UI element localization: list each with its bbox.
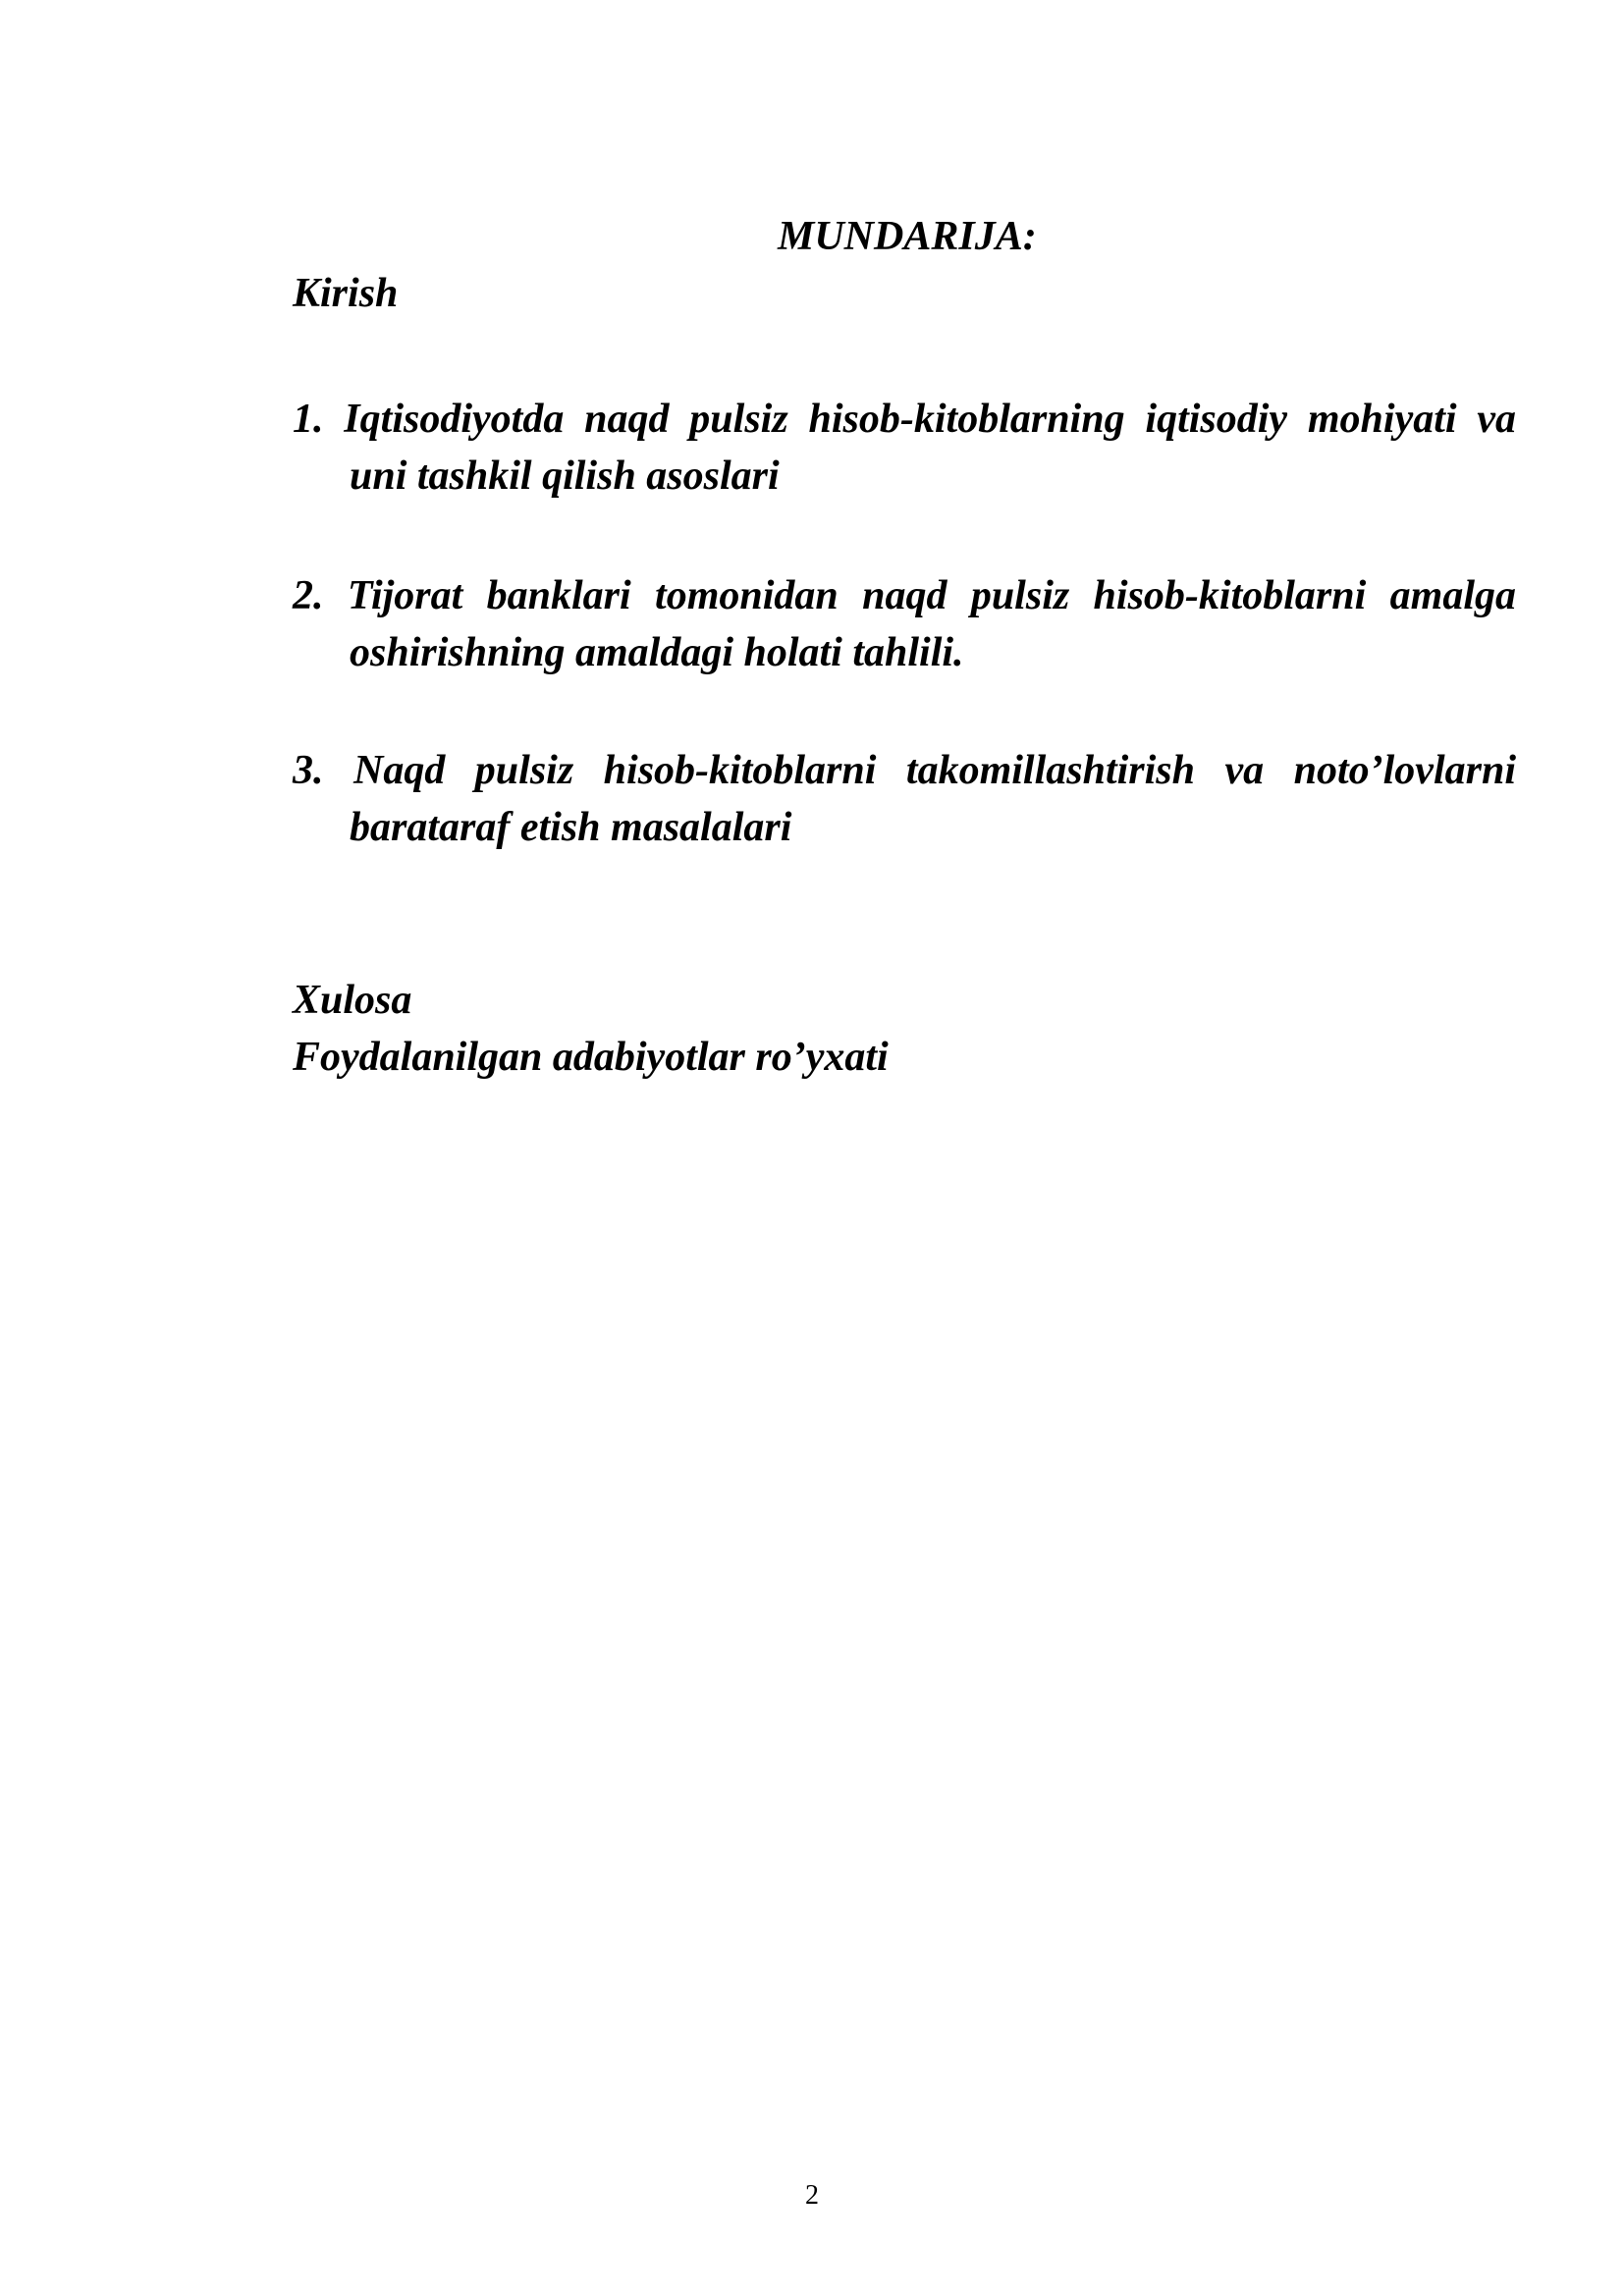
toc-item-chapter-2 [293, 567, 1516, 681]
page-number: 2 [805, 2180, 819, 2211]
toc-item-chapter-3 [293, 742, 1516, 856]
toc-item-chapter-1 [293, 391, 1516, 505]
chapter-1-title-line-2: uni tashkil qilish asoslari [350, 454, 780, 499]
chapter-1-title-line-1: 1. Iqtisodiyotda naqd pulsiz hisob-kitoblarning iqtisodiy mohiyati va [293, 397, 1516, 442]
chapter-2-title-line-1: 2. Tijorat banklari tomonidan naqd pulsiz hisob-kitoblarni amalga [293, 573, 1516, 618]
toc-heading: MUNDARIJA: [778, 214, 1037, 259]
toc-item-intro: Kirish [293, 271, 399, 316]
chapter-3-title-line-2: barataraf etish masalalari [350, 805, 792, 850]
toc-item-conclusion: Xulosa [293, 978, 412, 1023]
toc-item-references: Foydalanilgan adabiyotlar ro’yxati [293, 1035, 889, 1080]
chapter-3-title-line-1: 3. Naqd pulsiz hisob-kitoblarni takomillashtirish va noto’lovlarni [293, 748, 1516, 793]
chapter-2-title-line-2: oshirishning amaldagi holati tahlili. [350, 630, 964, 675]
